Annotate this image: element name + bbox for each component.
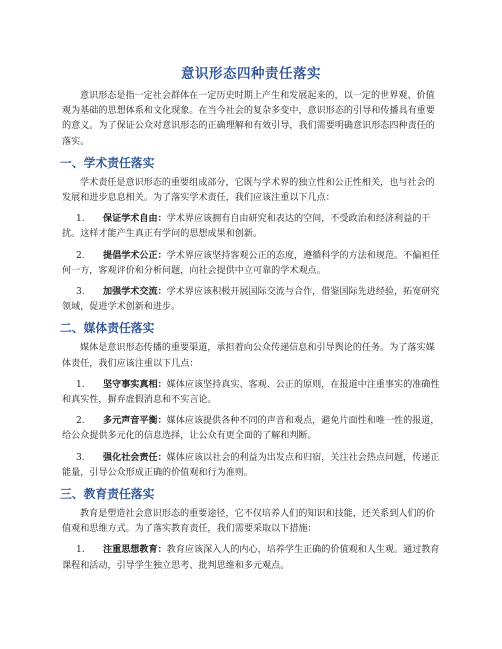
document-title: 意识形态四种责任落实 [181,66,321,82]
section-education [62,486,440,574]
section-heading: 三、教育责任落实 [60,487,155,502]
section-heading: 二、媒体责任落实 [60,321,155,336]
section-heading: 一、学术责任落实 [60,155,155,170]
list-item [62,211,440,242]
item-key: 注重思想教育： [103,544,167,556]
item-key: 加强学术交流： [103,286,167,298]
item-number: 1. [76,379,85,390]
list-item [62,450,440,481]
item-text: 媒体应该以社会的利益为出发点和归宿，关注社会热点问题，传递正能量，引导公众形成正确的价值观和行为准则。 [62,452,440,478]
list-item [62,248,440,279]
section-academic [62,155,440,316]
list-item [62,542,440,573]
item-text: 媒体应该提供各种不同的声音和观点，避免片面性和唯一性的报道，给公众提供多元化的信息选择，让公众有更全面的了解和判断。 [62,416,440,442]
item-number: 1. [76,214,85,225]
item-number: 3. [76,287,85,298]
item-key: 多元声音平衡： [103,415,167,427]
list-item [62,284,440,315]
item-key: 保证学术自由： [103,213,167,225]
item-text: 媒体应该坚持真实、客观、公正的原则，在报道中注重事实的准确性和真实性，摒弃虚假消息和不实言论。 [62,379,440,406]
item-text: 学术界应该坚持客观公正的态度，遵循科学的方法和规范。不偏袒任何一方，客观评价和分析问题，向社会提供中立可靠的学术观点。 [62,250,440,276]
item-key: 强化社会责任： [103,451,167,463]
item-number: 2. [76,250,85,261]
item-text: 教育应该深入人的内心，培养学生正确的价值观和人生观。通过教育课程和活动，引导学生独立思考、批判思维和多元观点。 [62,545,440,571]
item-number: 2. [76,416,85,427]
item-number: 1. [76,545,85,556]
section-paragraph: 学术责任是意识形态的重要组成部分，它既与学术界的独立性和公正性相关，也与社会的发展和进步息息相关。为了落实学术责任，我们应该注重以下几点： [62,177,435,204]
section-media [62,320,440,481]
list-item [62,413,440,444]
item-text: 学术界应该拥有自由研究和表达的空间，不受政治和经济利益的干扰。这样才能产生真正有学问的思想成果和创新。 [62,214,431,240]
list-item [62,377,440,408]
item-text: 学术界应该积极开展国际交流与合作，借鉴国际先进经验，拓宽研究领域，促进学术创新和进步。 [62,287,440,313]
section-paragraph: 教育是塑造社会意识形态的重要途径，它不仅培养人们的知识和技能，还关系到人们的价值观和思维方式。为了落实教育责任，我们需要采取以下措施： [62,509,435,535]
item-key: 坚守事实真相： [103,378,167,390]
intro-paragraph: 意识形态是指一定社会群体在一定历史时期上产生和发展起来的，以一定的世界观、价值观为基础的思想体系和文化现象。在当今社会的复杂多变中，意识形态的引导和传播具有重要的意义。为了保证公众对意识形态的正确理解和有效引导，我们需要明确意识形态四种责任的落实。 [62,91,435,147]
item-number: 3. [76,452,85,463]
item-key: 提倡学术公正： [103,249,167,261]
section-paragraph: 媒体是意识形态传播的重要渠道，承担着向公众传递信息和引导舆论的任务。为了落实媒体责任，我们应该注重以下几点： [62,343,435,369]
